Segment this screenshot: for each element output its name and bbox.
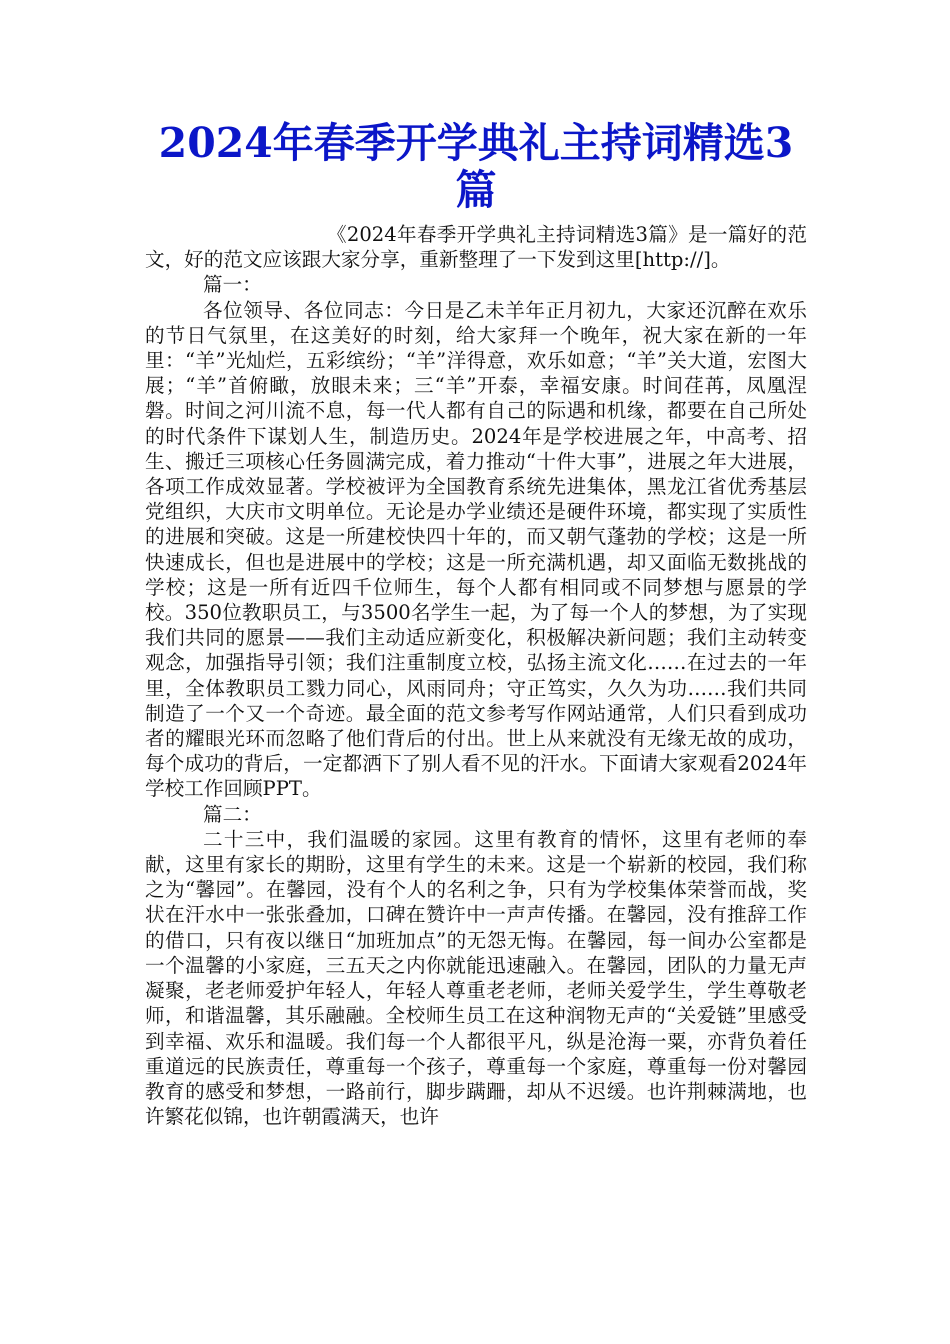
section-body-2: 二十三中，我们温暖的家园。这里有教育的情怀，这里有老师的奉献，这里有家长的期盼，这里有学生的未来。这是一个崭新的校园，我们称之为“馨园”。在馨园，没有个人的名利之争，只有为学校集体荣誉而战，奖状在汗水中一张张叠加，口碑在赞许中一声声传播。在馨园，没有推辞工作的借口，只有夜以继日“加班加点”的无怨无悔。在馨园，每一间办公室都是一个温馨的小家庭，三五天之内你就能迅速融入。在馨园，团队的力量无声凝聚，老老师爱护年轻人，年轻人尊重老老师，老师关爱学生，学生尊敬老师，和谐温馨，其乐融融。全校师生员工在这种润物无声的“关爱链”里感受到幸福、欢乐和温暖。我们每一个人都很平凡，纵是沧海一粟，亦背负着任重道远的民族责任，尊重每一个孩子，尊重每一个家庭，尊重每一份对馨园教育的感受和梦想，一路前行，脚步蹒跚，却从不迟缓。也许荆棘满地，也许繁花似锦，也许朝霞满天，也许 [145, 827, 807, 1129]
section-body-1: 各位领导、各位同志：今日是乙未羊年正月初九，大家还沉醉在欢乐的节日气氛里，在这美好的时刻，给大家拜一个晚年，祝大家在新的一年里：“羊”光灿烂，五彩缤纷；“羊”洋得意，欢乐如意；“羊”关大道，宏图大展；“羊”首俯瞰，放眼未来；三“羊”开泰，幸福安康。时间荏苒，凤凰涅磐。时间之河川流不息，每一代人都有自己的际遇和机缘，都要在自己所处的时代条件下谋划人生，制造历史。2024年是学校进展之年，中高考、招生、搬迁三项核心任务圆满完成，着力推动“十件大事”，进展之年大进展，各项工作成效显著。学校被评为全国教育系统先进集体，黑龙江省优秀基层党组织，大庆市文明单位。无论是办学业绩还是硬件环境，都实现了实质性的进展和突破。这是一所建校快四十年的，而又朝气蓬勃的学校；这是一所快速成长，但也是进展中的学校；这是一所充满机遇，却又面临无数挑战的学校；这是一所有近四千位师生，每个人都有相同或不同梦想与愿景的学校。350位教职员工，与3500名学生一起，为了每一个人的梦想，为了实现我们共同的愿景——我们主动适应新变化，积极解决新问题；我们主动转变观念，加强指导引领；我们注重制度立校，弘扬主流文化……在过去的一年里，全体教职员工戮力同心，风雨同舟；守正笃实，久久为功……我们共同制造了一个又一个奇迹。最全面的范文参考写作网站通常，人们只看到成功者的耀眼光环而忽略了他们背后的付出。世上从来就没有无缘无故的成功，每个成功的背后，一定都洒下了别人看不见的汗水。下面请大家观看2024年学校工作回顾PPT。 [145, 298, 807, 801]
section-heading-1: 篇一： [203, 273, 262, 297]
document-body [145, 222, 807, 1129]
section-heading-2: 篇二： [203, 802, 262, 826]
intro-paragraph: 《2024年春季开学典礼主持词精选3篇》是一篇好的范文，好的范文应该跟大家分享，重新整理了一下发到这里[http://]。 [145, 223, 807, 272]
document-title: 2024年春季开学典礼主持词精选3篇 [158, 119, 794, 214]
